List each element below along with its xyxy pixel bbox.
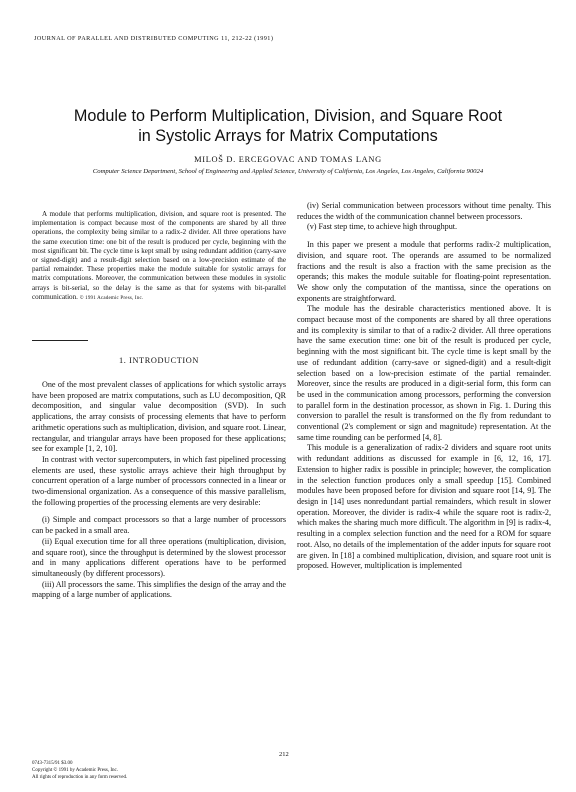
paper-title-line-1: Module to Perform Multiplication, Division, and Square Root — [73, 107, 503, 125]
journal-header: JOURNAL OF PARALLEL AND DISTRIBUTED COMPUTING 11, 212-22 (1991) — [34, 35, 274, 42]
abstract-divider — [32, 340, 88, 341]
abstract-publisher: © 1991 Academic Press, Inc. — [79, 295, 144, 301]
property-item: (i) Simple and compact processors so that a large number of processors can be packed in a small area. — [32, 515, 286, 536]
copyright-line: All rights of reproduction in any form reserved. — [32, 775, 128, 780]
copyright-line: 0743-7315/91 $3.00 — [32, 761, 73, 766]
property-item: (v) Fast step time, to achieve high throughput. — [307, 222, 458, 232]
body-paragraph: This module is a generalization of radix-2 dividers and square root units with redundant additions as discussed for example in [6, 12, 16, 17]. Extension to higher radix is possible in principle; however, the complication in the selection function produces only a small speedup [15]. Combined modules have been proposed before for division and square root [14, 9]. The design in [14] uses nonredundant partial remainders, which result in slower operation. Moreover, the divider is radix-4 while the square root is radix-2, which makes the sharing much more difficult. The algorithm in [9] is radix-4, resulting in a complex selection function and the need for a ROM for square root. Also, no details of the implementation of the adder inputs for square root are given. In [18] a combined multiplication, division, and square root unit is proposed. However, multiplication is implemented — [297, 443, 551, 571]
intro-paragraph: In contrast with vector supercomputers, in which fast pipelined processing elements are used, these systolic arrays achieve their high throughput by concurrent operation of a large number of processors connected in a linear or two-dimensional organization. As a consequence of this massive parallelism, the following properties of the processing elements are very desirable: — [32, 454, 286, 507]
paper-title-line-2: in Systolic Arrays for Matrix Computations — [138, 127, 438, 145]
property-item: (ii) Equal execution time for all three operations (multiplication, division, and square root), since the throughput is determined by the slowest processor and in many applications different operations have to be performed simultaneously (by different processors). — [32, 536, 286, 578]
property-item: (iii) All processors the same. This simplifies the design of the array and the mapping of a large number of applications. — [32, 579, 286, 600]
section-heading-introduction: 1. INTRODUCTION — [119, 356, 199, 365]
abstract — [32, 210, 286, 303]
abstract-text: A module that performs multiplication, division, and square root is presented. The implementation is compact because most of the components are shared by all three operations, the complexity being similar to a radix-2 divider. All three operations have the same execution time: one bit of the result is produced per cycle, beginning with the most significant bit. The cycle time is kept small by using redundant addition (carry-save or signed-digit) and a result-digit selection based on a low-precision estimate of the partial remainder. These properties make the module suitable for systolic arrays for matrix computations. Moreover, the communication between these modules in systolic arrays is bit-serial, so the delay is the same as that for systems with bit-parallel communication. — [32, 210, 286, 301]
affiliation: Computer Science Department, School of Engineering and Applied Science, University of California, Los Angeles, Los Angeles, California 90024 — [92, 168, 484, 175]
right-column — [297, 201, 551, 572]
property-item: (iv) Serial communication between processors without time penalty. This reduces the width of the communication channel between processors. — [297, 201, 551, 221]
intro-paragraph: One of the most prevalent classes of applications for which systolic arrays have been proposed are matrix computations, such as LU decomposition, QR decomposition, and singular value decomposition (SVD). In such applications, the array consists of processing elements that have to perform arithmetic operations such as multiplication, division, and square root. Linear, rectangular, and triangular arrays have been proposed for these applications; see for example [1, 2, 10]. — [32, 380, 286, 454]
copyright-line: Copyright © 1991 by Academic Press, Inc. — [32, 768, 119, 773]
left-column — [32, 380, 286, 601]
body-paragraph: In this paper we present a module that performs radix-2 multiplication, division, and square root. The operands are assumed to be normalized fractions and the result is also a fraction with the same precision as the operands; this makes the module suitable for floating-point representation. We show only the computation of the mantissa, since the operations on exponents are straightforward. — [297, 240, 551, 303]
authors: MILOŠ D. ERCEGOVAC AND TOMAS LANG — [194, 155, 382, 164]
page-number: 212 — [279, 751, 289, 758]
paper-title — [40, 106, 536, 146]
copyright-notice — [32, 760, 127, 781]
body-paragraph: The module has the desirable characteristics mentioned above. It is compact because most of the components are shared by all three operations and its complexity is similar to that of a radix-2 divider. All three operations have the same execution time: one bit of the result is produced per cycle, beginning with the most significant bit. The cycle time is kept small by the use of redundant addition (carry-save or signed-digit) and a result-digit selection based on a low-precision estimate of the partial remainder. Moreover, since the results are produced in a digit-serial form, this form can be used in the communication among processors, performing the conversion to parallel form in the destination processor, as shown in Fig. 1. During this conversion to parallel the result is transformed on the fly from redundant to conventional (2's complement or sign and magnitude) representation. At the same time rounding can be performed [4, 8]. — [297, 304, 551, 442]
